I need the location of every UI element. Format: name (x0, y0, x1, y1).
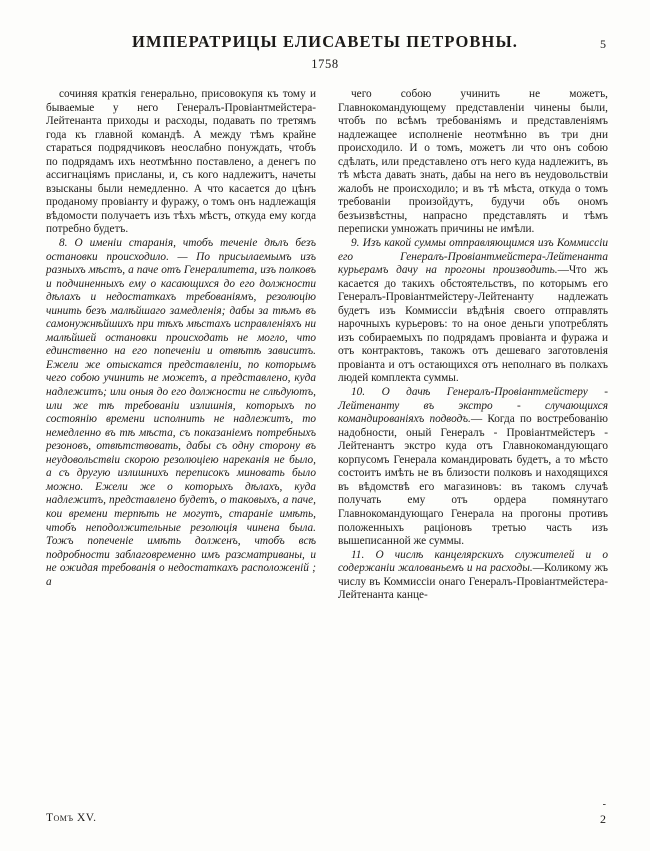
paragraph-heading: 11. О числѣ канцелярскихъ служителей и о содержаніи жалованьемъ и на расходы. (338, 548, 608, 575)
signature-mark: 2 (600, 812, 606, 826)
page-number: 5 (600, 37, 606, 51)
year-subheading: 1758 (311, 57, 339, 71)
volume-label: Томъ XV. (46, 812, 97, 824)
paragraph-heading: 8. О именіи старанія, чтобъ теченіе дѣлъ безъ остановки происходило. — По присылаемымъ изъ разныхъ мѣстъ, а паче отъ Генералитета, изъ полковъ и подчиненныхъ ему о касающихся до его должности дѣлахъ и недостаткахъ требованіямъ, резолюцію чинить безъ малѣйшаго замедленія; дабы за тѣмъ въ самонужнѣйшихъ при тѣхъ мѣстахъ исправленіяхъ ни малѣйшей остановки происходать не могло, что единственно на его попеченіи и отвѣтѣ зависитъ. Ежели же отыскатся представленіи, по которымъ чего собою учинить не можетъ, а представлено, куда надлежитъ; или оныя до его должности не слѣдуютъ, или же тѣ требованіи излишнія, которыхъ по состоянію времени исполнить не надлежитъ, то немедленно въ тѣ мѣста, съ показаніемъ потребныхъ резоновъ, отвѣтствовать, дабы съ одну сторону въ неудовольствіи скорою резолюціею нареканія не было, а съ другую излишнихъ переписокъ миновать было можно. Ежели же о которыхъ дѣлахъ, куда надлежитъ, представлено будетъ, о таковыхъ, а паче, кои времени терпѣть не могутъ, стараніе имѣть, чтобъ неподолжительные резолюція чинена была. Тожъ попеченіе имѣть долженъ, чтобъ всѣ подробности заблаговременно имъ разсматриваны, и не ожидая требованія о недостаткахъ расположеній ; а (46, 237, 316, 588)
paragraph-body: — Когда по востребованію надобности, оный Генералъ - Провіантмейстеръ - Лейтенантъ экстро куда отъ Главнокомандующаго корпусомъ Генерала командировать будетъ, а то мѣсто состоитъ имѣть не въ близости полковъ и находящихся въ вѣдомствѣ его магазиновъ: въ такомъ случаѣ получать ему отъ ордера помянутаго Главнокомандующаго Генерала на прогоны противъ положенныхъ раціоновъ третью часть изъ вышеписанной же суммы. (338, 413, 608, 548)
paragraph-body: —Коликому жъ числу въ Коммиссіи онаго Генералъ-Провіантмейстера-Лейтенанта канце- (338, 562, 608, 602)
paragraph (46, 237, 316, 589)
page-title: ИМПЕРАТРИЦЫ ЕЛИСАВЕТЫ ПЕТРОВНЫ. (132, 32, 518, 51)
running-header (0, 32, 650, 52)
paragraph (338, 549, 608, 603)
paragraph-heading: 10. О дачѣ Генералъ-Провіантмейстеру - Лейтенанту въ экстро - случающихся командированіяхъ подводъ. (338, 386, 608, 426)
left-column (46, 88, 316, 808)
paragraph (338, 237, 608, 386)
catchword: - (602, 799, 606, 810)
right-column (338, 88, 608, 808)
paragraph-heading: 9. Изъ какой суммы отправляющимся изъ Коммиссіи его Генералъ-Провіантмейстера-Лейтенанта курьерамъ дачу на прогоны производить. (338, 237, 608, 277)
paragraph (338, 386, 608, 549)
text-columns (46, 88, 608, 808)
paragraph: чего собою учинить не можетъ, Главнокомандующему представленіи чинены были, чтобъ по всѣмъ требованіямъ и представленіямъ надлежащее исполненіе неотмѣнно въ три дни происходило. И о томъ, можетъ ли что онъ собою сдѣлать, или представлено отъ него куда надлежитъ, въ тѣ мѣста давать знать, дабы на него въ неудовольствіи жалобъ не происходило; и въ тѣ мѣста, откуда о томъ требованіи произойдутъ, будучи объ ономъ безъизвѣстны, напрасно представлять и тѣмъ переписки умножать причины не имѣли. (338, 88, 608, 236)
paragraph-body: —Что жъ касается до такихъ обстоятельствъ, по которымъ его Генералъ-Провіантмейстеру-Лейтенанту надлежать будетъ изъ Коммиссіи вѣдѣнія своего отправлять нарочныхъ курьеровъ: то на оное деньги употреблять изъ собираемыхъ по подрядамъ провіанта и фуража и отъ контрактовъ, такожъ отъ дешеваго заготовленія провіанта и отъ остающихся отъ неполнаго въ полкахъ людей комплекта суммы. (338, 264, 608, 385)
paragraph: сочиняя краткія генерально, присовокупя къ тому и бываемые у него Генералъ-Провіантмейстера-Лейтенанта приходы и расходы, подавать по третямъ года къ главной командѣ. А между тѣмъ крайне стараться подрядчиковъ неослабно понуждать, чтобъ по подрядамъ ихъ неотмѣнно поставлено, а денегъ по ассигнаціямъ присланы, и, съ кого надлежитъ, начеты взысканы были немедленно. А что касается до цѣнъ проданому провіанту и фуражу, о томъ онъ надлежащія вѣдомости получаетъ изъ тѣхъ мѣстъ, откуда ему когда потребно будетъ. (46, 88, 316, 236)
